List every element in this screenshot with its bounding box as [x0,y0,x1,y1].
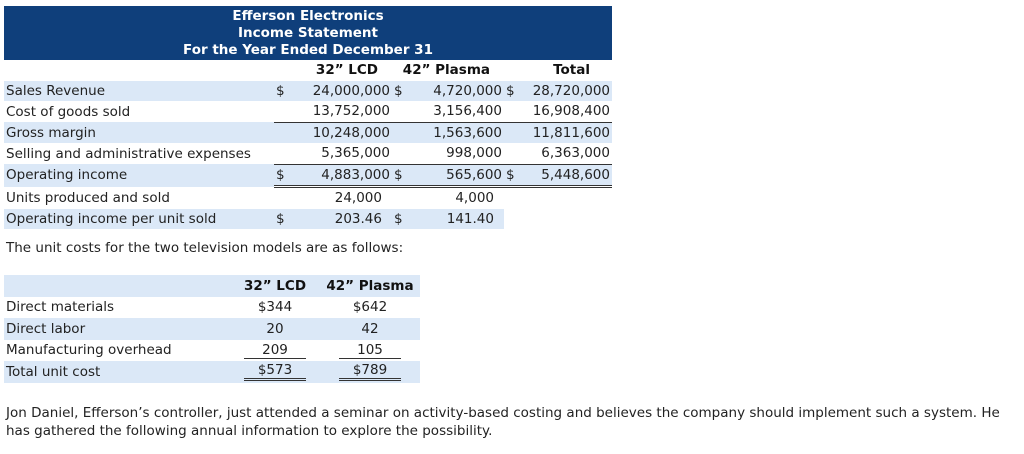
lcd-value: 203.46 [334,210,382,227]
unit-costs-column-headers [4,275,420,297]
row-gross-margin [4,122,612,143]
total-value: 6,363,000 [504,143,612,164]
plasma-value: 3,156,400 [392,101,504,122]
dollar-sign: $ [506,82,515,99]
row-label: Total unit cost [4,361,230,383]
plasma-value: 4,000 [455,190,494,207]
lcd-value: 10,248,000 [274,122,392,143]
row-label: Direct labor [4,318,230,340]
statement-period: For the Year Ended December 31 [183,42,433,58]
column-header-plasma: 42” Plasma [320,275,420,297]
column-header-total: Total [553,62,590,79]
total-value: 16,908,400 [504,101,612,122]
dollar-sign: $ [276,82,285,99]
income-statement-column-headers [4,60,612,81]
lcd-value: 20 [230,318,320,340]
plasma-value: $789 [339,362,401,381]
plasma-value: 105 [339,342,401,359]
row-label: Cost of goods sold [6,103,131,120]
row-label: Units produced and sold [6,189,170,206]
row-label: Operating income [4,164,274,187]
plasma-value: 565,600 [446,166,502,183]
plasma-value: 998,000 [392,143,504,164]
total-value: 5,448,600 [541,166,610,183]
unit-costs-intro: The unit costs for the two television models are as follows: [6,240,404,256]
lcd-value: 209 [244,342,306,359]
plasma-value: 1,563,600 [392,122,504,143]
lcd-value: 5,365,000 [274,143,392,164]
row-direct-labor [4,318,420,340]
column-header-lcd: 32” LCD [315,62,378,79]
row-label: Sales Revenue [4,81,274,102]
row-manufacturing-overhead [4,340,420,362]
dollar-sign: $ [276,166,285,183]
row-label: Operating income per unit sold [4,209,274,230]
row-label: Direct materials [6,299,115,316]
dollar-sign: $ [394,210,403,227]
dollar-sign: $ [506,166,515,183]
row-selling-admin-expenses [4,143,612,164]
lcd-value: 24,000,000 [312,82,390,99]
lcd-value: $573 [244,362,306,381]
unit-costs-table [4,275,420,383]
column-header-lcd: 32” LCD [230,275,320,297]
statement-header [4,6,612,60]
plasma-value: 4,720,000 [433,82,502,99]
row-sales-revenue [4,81,612,102]
total-value: 11,811,600 [504,122,612,143]
plasma-value: 141.40 [446,210,494,227]
dollar-sign: $ [276,210,285,227]
dollar-sign: $ [394,82,403,99]
lcd-value: $344 [257,299,293,316]
label-column-header [4,275,230,297]
row-label: Manufacturing overhead [6,342,172,359]
total-value: 28,720,000 [532,82,610,99]
statement-title: Income Statement [237,25,379,41]
controller-paragraph: Jon Daniel, Efferson’s controller, just attended a seminar on activity-based costing and believes the company should implement such a system. He has gathered the following annual information to explore the possibility. [6,405,1000,439]
dollar-sign: $ [394,166,403,183]
row-label: Selling and administrative expenses [6,145,251,162]
row-operating-income-per-unit [4,209,612,230]
row-total-unit-cost [4,361,420,383]
plasma-value: $642 [352,299,388,316]
income-statement-table [4,60,612,229]
total-value [504,187,612,209]
company-name: Efferson Electronics [232,8,384,24]
row-cost-of-goods-sold [4,101,612,122]
row-label: Gross margin [4,122,274,143]
lcd-value: 13,752,000 [274,101,392,122]
row-units-produced [4,187,612,209]
lcd-value: 4,883,000 [321,166,390,183]
row-direct-materials [4,297,420,319]
lcd-value: 24,000 [334,190,382,207]
plasma-value: 42 [320,318,420,340]
label-column-header [4,60,274,81]
row-operating-income [4,164,612,187]
total-value [504,209,612,230]
column-header-plasma: 42” Plasma [402,62,490,79]
